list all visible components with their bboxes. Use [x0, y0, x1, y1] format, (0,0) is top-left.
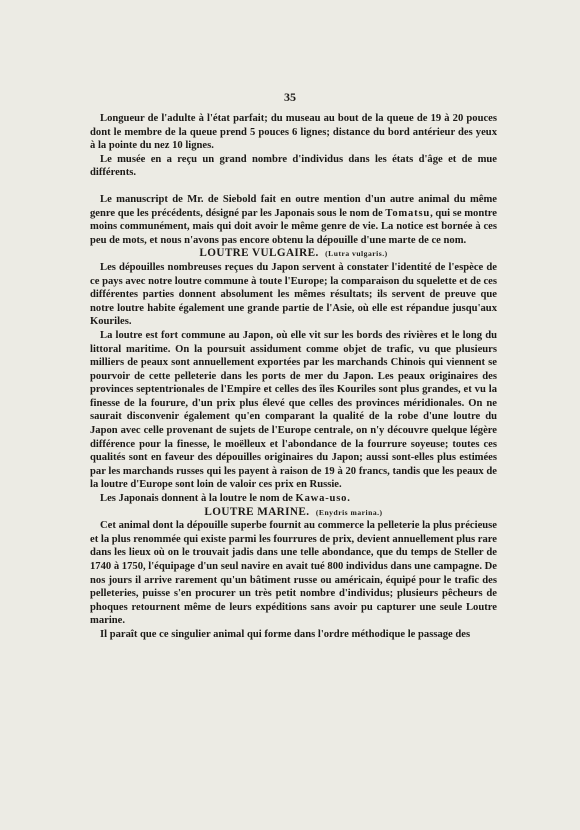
paragraph-commerce: La loutre est fort commune au Japon, où elle vit sur les bords des rivières et le long du littoral maritime. On la poursuit assidument comme objet de trafic, vu que plusieurs milliers de peaux sont annuellement exportées par les marchands Chinois qui viennent se pourvoir de cette pelleterie dans les ports de mer du Japon. Les peaux originaires des provinces septentrionales de l'Empire et celles des îles Kouriles sont plus grandes, et vu la finesse de la fourure, d'un prix plus élevé que celles des provinces méridionales. On ne saurait disconvenir également qu'en comparant la qualité de la robe d'une loutre du Japon avec celle provenant de sujets de l'Europe centrale, on n'y découvre quelque légère différence pour la finesse, le moëlleux et l'abondance de la fourrure soyeuse; toutes ces qualités sont en faveur des dépouilles originaires du Japon; aussi sont-elles plus estimées par les marchands russes qui les payent à raison de 19 à 20 francs, tandis que les peaux de la loutre d'Europe sont loin de valoir ces prix en Russie. — [90, 329, 497, 491]
paragraph-identity: Les dépouilles nombreuses reçues du Japon servent à constater l'identité de l'espèce de ce pays avec notre loutre commune à toute l'Europe; la comparaison du squelette et de ces différentes parties donnent absolument les mêmes résultats; ils servent de preuve que notre loutre habite également une grande partie de l'Asie, où elle est répandue jusqu'aux Kouriles. — [90, 261, 497, 328]
closing-text-before: Les Japonais donnent à la loutre le nom de — [100, 493, 296, 505]
paragraph-singular-animal: Il paraît que ce singulier animal qui forme dans l'ordre méthodique le passage des — [100, 628, 471, 640]
page-number: 35 — [284, 90, 296, 104]
paragraph-adult-length: Longueur de l'adulte à l'état parfait; du museau au bout de la queue de 19 à 20 pouces dont le membre de la queue prend 5 pouces 6 lignes; distance du bord antérieur des yeux à la pointe du nez 10 lignes. — [90, 113, 497, 152]
section-heading-loutre-marine — [90, 506, 497, 520]
paragraph-japanese-name — [90, 492, 497, 506]
paragraph-museum: Le musée en a reçu un grand nombre d'individus dans les états d'âge et de mue différents. — [90, 153, 497, 179]
heading-title: LOUTRE MARINE. — [204, 505, 310, 518]
heading-latin-name: (Enydris marina.) — [315, 507, 383, 517]
closing-text-after: . — [347, 493, 350, 505]
japanese-name-tomatsu: Tomatsu — [385, 207, 431, 219]
section-heading-loutre-vulgaire — [90, 247, 497, 261]
page-body — [90, 112, 497, 642]
paragraph-siebold — [90, 193, 497, 247]
paragraph-sea-otter: Cet animal dont la dépouille superbe fournit au commerce la pelleterie la plus précieuse et la plus renommée qui existe parmi les fourrures de prix, devient annuellement plus rare dans les lieux où on le trouvait jadis dans une telle abondance, que du temps de Steller de 1740 à 1750, l'équipage d'un seul navire en avait tué 800 individus dans une campagne. De nos jours il arrive rarement qu'un bâtiment russe ou américain, équipé pour le trafic des pelleteries, puisse s'en procurer un très petit nombre d'individus; plusieurs pêcheurs de phoques retournent même de leurs expéditions sans avoir pu capturer une seule Loutre marine. — [90, 520, 497, 627]
paragraph-gap — [90, 180, 497, 193]
heading-title: LOUTRE VULGAIRE. — [199, 247, 319, 260]
siebold-text-before: Le manuscript de Mr. de Siebold fait en outre mention d'un autre animal du même genre que les précédents, désigné par les Japonais sous le nom de — [90, 193, 497, 219]
heading-latin-name: (Lutra vulgaris.) — [325, 249, 388, 259]
siebold-text-after: , qui se montre moins communément, mais qui doit avoir le même genre de vie. La notice est bornée à ces peu de mots, et nous n'avons pas encore obtenu la dépouille d'une marte de ce nom. — [90, 207, 497, 246]
japanese-name-kawa-uso: Kawa-uso — [295, 493, 348, 505]
